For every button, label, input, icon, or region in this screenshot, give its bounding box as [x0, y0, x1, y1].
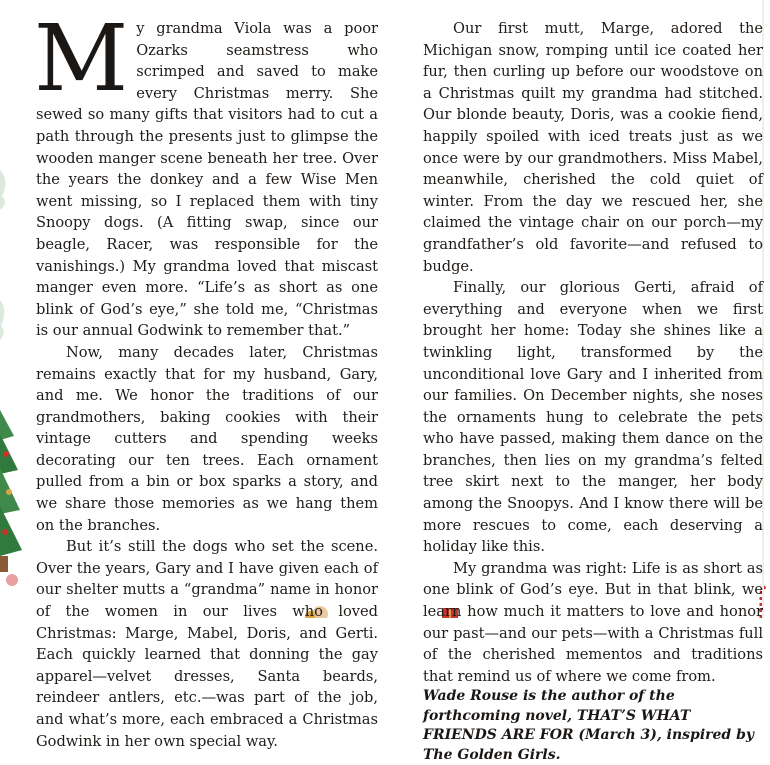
paragraph: Now, many decades later, Christmas remains exactly that for my husband, Gary, and me. We honor the traditions of our grandmothers, baking cookies with their vintage cutters and spending weeks decorating our ten trees. Each ornament pulled from a bin or box sparks a story, and we share those memories as we hang them on the branches. [36, 343, 378, 534]
author-bio: Wade Rouse is the author of the forthcoming novel, THAT’S WHAT FRIENDS ARE FOR (March 3), inspired by The Golden Girls. [423, 688, 755, 763]
paragraph: Our first mutt, Marge, adored the Michigan snow, romping until ice coated her fur, then curling up before our woodstove on a Christmas quilt my grandma had stitched. Our blonde beauty, Doris, was a cookie fiend, happily spoiled with iced treats just as we once were by our grandmothers. Miss Mabel, meanwhile, cherished the cold quiet of winter. From the day we rescued her, she claimed the vintage chair on our porch—my grandfather’s old favorite—and refused to budge. [423, 20, 763, 275]
paragraph: Finally, our glorious Gerti, afraid of everything and everyone when we first brought her home: Today she shines like a twinkling light, transformed by the unconditional love Gary and I inherited from our families. On December nights, she noses the ornaments hung to celebrate the pets who have passed, making them dance on the branches, then lies on my grandma’s felted tree skirt next to the manger, her body among the Snoopys. And I know there will be more rescues to come, each deserving a holiday like this. [423, 279, 763, 556]
paragraph: But it’s still the dogs who set the scene. Over the years, Gary and I have given each of our shelter mutts a “grandma” name in honor of the women in our lives who loved Christmas: Marge, Mabel, Doris, and Gerti. Each quickly learned that donning the gay apparel—velvet dresses, Santa beards, reindeer antlers, etc.—was part of the job, and what’s more, each embraced a Christmas Godwink in her own special way. [36, 538, 378, 750]
drop-cap: M [34, 5, 129, 112]
holly-leaf-icon [0, 150, 14, 350]
paragraph: My grandma was right: Life is as short as one blink of God’s eye. But in that blink, we learn how much it matters to love and honor our past—and our pets—with a Christmas full of the cherished mementos and traditions that remind us of where we come from. [423, 559, 763, 685]
paragraph [34, 5, 378, 342]
article-column-left [34, 5, 378, 752]
christmas-tree-icon [0, 410, 22, 590]
paragraph-text: y grandma Viola was a poor Ozarks seamstress who scrimped and saved to make every Christmas merry. She sewed so many gifts that visitors had to cut a path through the presents just to glimpse the wooden manger scene beneath her tree. Over the years the donkey and a few Wise Men went missing, so I replaced them with tiny Snoopy dogs. (A fitting swap, since our beagle, Racer, was responsible for the vanishings.) My grandma loved that miscast manger even more. “Life’s as short as one blink of God’s eye,” she told me, “Christmas is our annual Godwink to remember that.” [36, 20, 378, 340]
article-column-right [423, 18, 763, 765]
